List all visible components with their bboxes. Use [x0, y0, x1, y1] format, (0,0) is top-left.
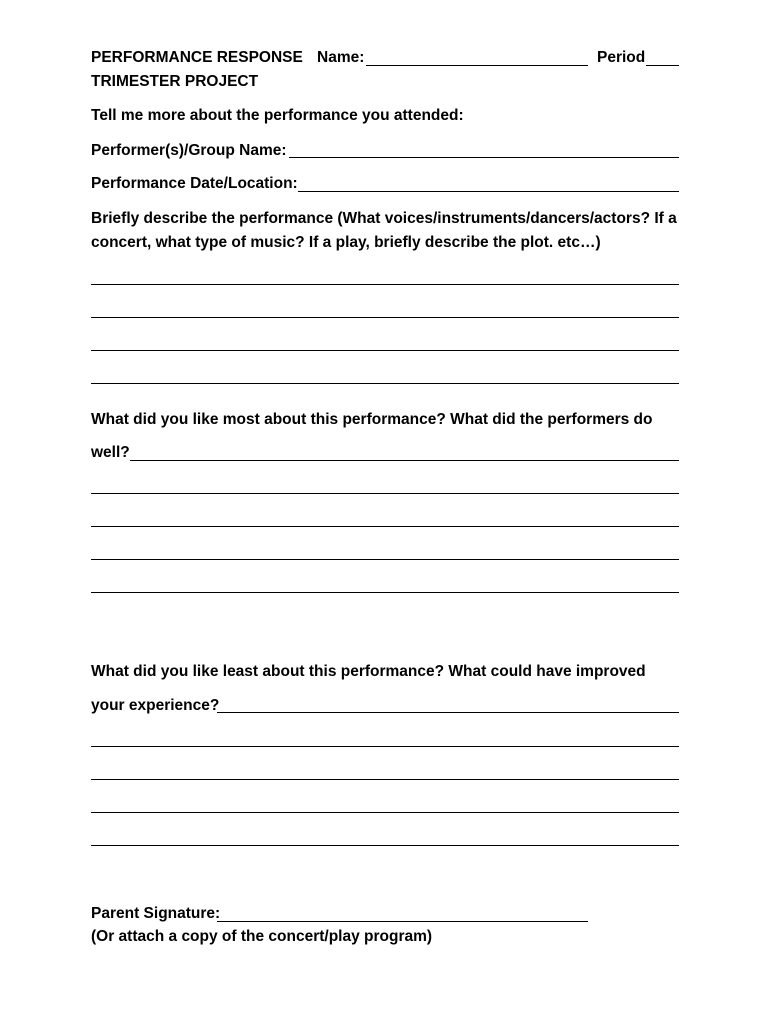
- performer-label: Performer(s)/Group Name:: [91, 142, 287, 159]
- date-location-label: Performance Date/Location:: [91, 175, 298, 192]
- liked-most-answer-line[interactable]: [91, 559, 679, 560]
- parent-signature-line[interactable]: [217, 921, 588, 922]
- describe-answer-line[interactable]: [91, 350, 679, 351]
- period-field-line[interactable]: [646, 65, 679, 66]
- name-field-line[interactable]: [366, 65, 588, 66]
- form-title-line2: TRIMESTER PROJECT: [91, 73, 259, 90]
- performer-field-line[interactable]: [289, 157, 679, 158]
- intro-prompt: Tell me more about the performance you attended:: [91, 107, 464, 124]
- form-title-line1: PERFORMANCE RESPONSE: [91, 49, 303, 66]
- liked-most-prompt-line2: well?: [91, 444, 130, 461]
- liked-most-answer-line[interactable]: [91, 526, 679, 527]
- liked-least-prompt-line2: your experience?: [91, 697, 220, 714]
- describe-prompt-line2: concert, what type of music? If a play, briefly describe the plot. etc…): [91, 234, 601, 251]
- liked-least-answer-line[interactable]: [91, 746, 679, 747]
- liked-most-prompt-line1: What did you like most about this performance? What did the performers do: [91, 411, 653, 428]
- name-label: Name:: [317, 49, 365, 66]
- date-location-field-line[interactable]: [298, 191, 679, 192]
- describe-answer-line[interactable]: [91, 383, 679, 384]
- period-label: Period: [597, 49, 646, 66]
- liked-most-answer-line[interactable]: [130, 460, 679, 461]
- describe-answer-line[interactable]: [91, 284, 679, 285]
- liked-least-answer-line[interactable]: [217, 712, 679, 713]
- liked-least-answer-line[interactable]: [91, 779, 679, 780]
- liked-least-answer-line[interactable]: [91, 812, 679, 813]
- liked-least-prompt-line1: What did you like least about this performance? What could have improved: [91, 663, 646, 680]
- liked-most-answer-line[interactable]: [91, 493, 679, 494]
- liked-most-answer-line[interactable]: [91, 592, 679, 593]
- liked-least-answer-line[interactable]: [91, 845, 679, 846]
- parent-signature-label: Parent Signature:: [91, 905, 221, 922]
- signature-note: (Or attach a copy of the concert/play program): [91, 928, 433, 945]
- describe-prompt-line1: Briefly describe the performance (What voices/instruments/dancers/actors? If a: [91, 210, 677, 227]
- describe-answer-line[interactable]: [91, 317, 679, 318]
